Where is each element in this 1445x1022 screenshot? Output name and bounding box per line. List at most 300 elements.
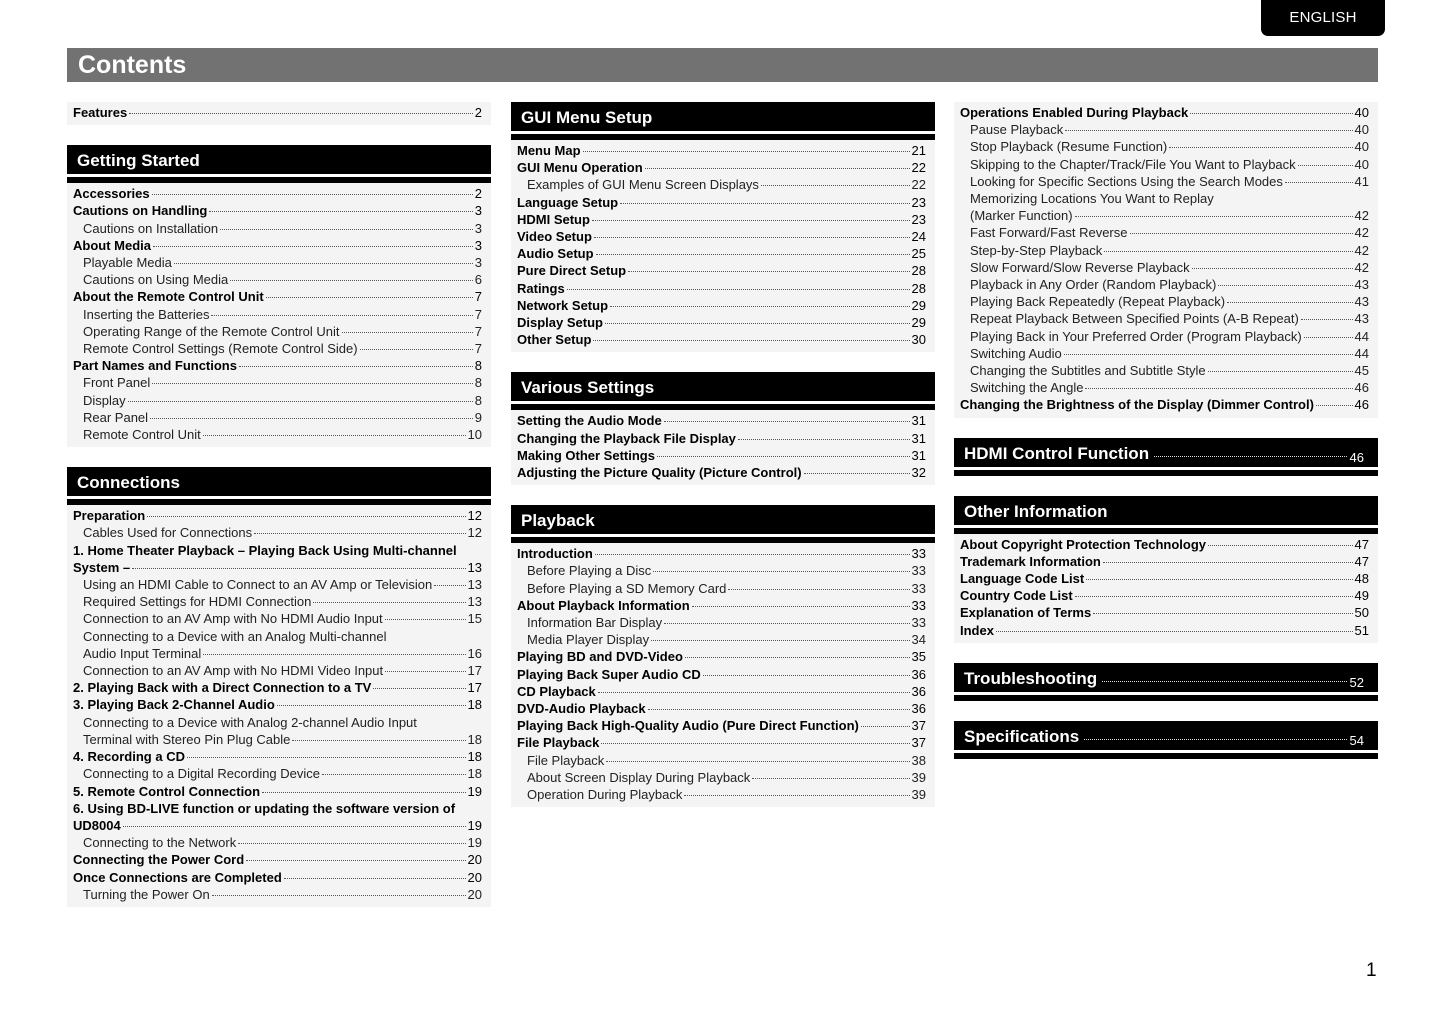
toc-entry[interactable] <box>960 553 1369 570</box>
toc-entry[interactable] <box>73 357 482 374</box>
toc-entry-title: Operation During Playback <box>527 787 683 803</box>
toc-entry[interactable] <box>960 604 1369 621</box>
dot-leader <box>593 340 909 341</box>
dot-leader <box>211 315 472 316</box>
page-ref: 22 <box>911 177 926 193</box>
toc-entry[interactable] <box>517 562 926 579</box>
toc-entry[interactable] <box>517 447 926 464</box>
toc-entry-title: Connecting to a Digital Recording Device <box>83 766 321 782</box>
toc-entry[interactable] <box>73 869 482 886</box>
toc-entry[interactable] <box>517 752 926 769</box>
toc-entry-title: Network Setup <box>517 297 609 313</box>
toc-entry-title: (Marker Function) <box>970 208 1073 224</box>
toc-entry[interactable] <box>517 683 926 700</box>
toc-entry[interactable] <box>960 138 1369 155</box>
toc-entry-title: UD8004 <box>73 817 121 833</box>
language-tab[interactable]: ENGLISH <box>1261 0 1385 36</box>
dot-leader <box>150 418 473 419</box>
page-ref: 44 <box>1354 328 1369 344</box>
dot-leader <box>266 297 473 298</box>
toc-entry[interactable] <box>73 306 482 323</box>
toc-entry-title: Changing the Brightness of the Display (Dimmer Control) <box>960 397 1314 413</box>
toc-entry[interactable] <box>517 648 926 665</box>
page-ref: 18 <box>467 766 482 782</box>
toc-entry[interactable] <box>517 194 926 211</box>
toc-entry-title: Cautions on Using Media <box>83 272 229 288</box>
toc-entry-title: Stop Playback (Resume Function) <box>970 139 1168 155</box>
toc-entry[interactable] <box>73 628 482 645</box>
page-ref: 42 <box>1354 225 1369 241</box>
page-ref: 52 <box>1349 674 1364 690</box>
toc-entry[interactable] <box>73 645 482 662</box>
toc-entry[interactable] <box>517 142 926 159</box>
section-heading-connections[interactable] <box>67 467 491 505</box>
dot-leader <box>738 439 910 440</box>
dot-leader <box>595 554 910 555</box>
toc-entry-title: Trademark Information <box>960 553 1101 569</box>
page-ref: 7 <box>474 341 482 357</box>
toc-list <box>511 410 935 485</box>
page-ref: 2 <box>474 186 482 202</box>
toc-column-1 <box>67 102 491 907</box>
toc-entry[interactable] <box>517 545 926 562</box>
toc-entry-title: Playing Back in Your Preferred Order (Program Playback) <box>970 328 1302 344</box>
dot-leader <box>360 349 473 350</box>
page-ref: 31 <box>911 447 926 463</box>
section-heading-various-settings[interactable] <box>511 372 935 410</box>
toc-entry[interactable] <box>517 769 926 786</box>
page-ref: 3 <box>474 220 482 236</box>
page-ref: 16 <box>467 645 482 661</box>
toc-entry[interactable] <box>73 783 482 800</box>
page-ref: 10 <box>467 427 482 443</box>
toc-entry-title: Connecting to a Device with an Analog Multi-channel <box>83 628 387 644</box>
page-ref: 29 <box>911 297 926 313</box>
section-heading-label: Various Settings <box>521 378 655 398</box>
dot-leader <box>664 421 910 422</box>
dot-leader <box>1085 388 1352 389</box>
dot-leader <box>1285 182 1353 183</box>
toc-entry[interactable] <box>960 224 1369 241</box>
toc-entry-title: Examples of GUI Menu Screen Displays <box>527 177 759 193</box>
section-heading-other-information[interactable] <box>954 496 1378 534</box>
toc-entry[interactable] <box>517 176 926 193</box>
page-ref: 18 <box>467 697 482 713</box>
toc-entry[interactable] <box>517 314 926 331</box>
toc-entry[interactable] <box>73 765 482 782</box>
section-spacer <box>511 485 935 505</box>
page-ref: 31 <box>911 413 926 429</box>
page-ref: 6 <box>474 272 482 288</box>
dot-leader <box>1103 562 1353 563</box>
toc-entry[interactable] <box>960 156 1369 173</box>
section-heading-label: Playback <box>521 511 595 531</box>
dot-leader <box>605 323 910 324</box>
page-ref: 13 <box>467 594 482 610</box>
page-ref: 47 <box>1354 553 1369 569</box>
toc-entry[interactable] <box>73 714 482 731</box>
page-ref: 49 <box>1354 588 1369 604</box>
dot-leader <box>385 619 466 620</box>
toc-entry[interactable] <box>517 211 926 228</box>
dot-leader <box>1130 233 1353 234</box>
page-ref: 37 <box>911 735 926 751</box>
dot-leader <box>1154 456 1346 457</box>
page-ref: 34 <box>911 632 926 648</box>
page-ref: 28 <box>911 263 926 279</box>
toc-entry[interactable] <box>960 536 1369 553</box>
toc-entry-title: Accessories <box>73 186 150 202</box>
page-ref: 22 <box>911 160 926 176</box>
toc-entry-title: Changing the Subtitles and Subtitle Style <box>970 363 1206 379</box>
page-ref: 39 <box>911 787 926 803</box>
toc-entry[interactable] <box>73 731 482 748</box>
page-ref: 30 <box>911 332 926 348</box>
dot-leader <box>1064 354 1353 355</box>
section-heading-label: Getting Started <box>77 151 200 171</box>
toc-entry[interactable] <box>73 559 482 576</box>
page-ref: 19 <box>467 835 482 851</box>
page-ref: 3 <box>474 237 482 253</box>
toc-entry-title: Slow Forward/Slow Reverse Playback <box>970 259 1190 275</box>
toc-entry-title: Rear Panel <box>83 409 149 425</box>
toc-entry-title: Terminal with Stereo Pin Plug Cable <box>83 731 291 747</box>
toc-entry[interactable] <box>517 700 926 717</box>
toc-entry-title: Using an HDMI Cable to Connect to an AV Amp or Television <box>83 577 433 593</box>
toc-entry-title: Connecting to a Device with Analog 2-channel Audio Input <box>83 714 417 730</box>
toc-entry[interactable] <box>960 293 1369 310</box>
page-ref: 25 <box>911 246 926 262</box>
dot-leader <box>1075 596 1353 597</box>
toc-entry[interactable] <box>517 331 926 348</box>
toc-entry[interactable] <box>73 323 482 340</box>
toc-entry[interactable] <box>960 379 1369 396</box>
toc-entry-title: 4. Recording a CD <box>73 749 185 765</box>
toc-entry-title: Connecting the Power Cord <box>73 852 245 868</box>
toc-entry[interactable] <box>960 396 1369 413</box>
toc-entry[interactable] <box>960 104 1369 121</box>
toc-entry-title: Changing the Playback File Display <box>517 430 736 446</box>
toc-entry[interactable] <box>960 242 1369 259</box>
toc-entry[interactable] <box>960 259 1369 276</box>
section-heading-getting-started[interactable] <box>67 145 491 183</box>
dot-leader <box>262 792 465 793</box>
dot-leader <box>313 602 465 603</box>
page-ref: 47 <box>1354 536 1369 552</box>
toc-list <box>511 543 935 807</box>
toc-entry[interactable] <box>517 280 926 297</box>
page-ref: 43 <box>1354 311 1369 327</box>
page-ref: 35 <box>911 649 926 665</box>
toc-entry-title: Playing BD and DVD-Video <box>517 649 683 665</box>
section-heading-label: Troubleshooting <box>964 668 1098 688</box>
dot-leader <box>606 761 909 762</box>
page-ref: 8 <box>474 392 482 408</box>
toc-entry[interactable] <box>960 173 1369 190</box>
dot-leader <box>761 185 910 186</box>
toc-entry[interactable] <box>517 245 926 262</box>
page-ref: 3 <box>474 203 482 219</box>
dot-leader <box>1218 285 1352 286</box>
toc-entry[interactable] <box>73 886 482 903</box>
toc-entry-title: 5. Remote Control Connection <box>73 783 261 799</box>
toc-entry-title: 6. Using BD-LIVE function or updating the software version of <box>73 800 456 816</box>
toc-entry[interactable] <box>73 220 482 237</box>
toc-entry-title: Front Panel <box>83 375 151 391</box>
toc-entry[interactable] <box>73 237 482 254</box>
page-ref: 7 <box>474 289 482 305</box>
section-spacer <box>954 701 1378 721</box>
toc-entry-title: Connection to an AV Amp with No HDMI Video Input <box>83 663 384 679</box>
toc-entry[interactable] <box>73 202 482 219</box>
page-ref: 31 <box>911 430 926 446</box>
toc-entry-title: Repeat Playback Between Specified Points (A-B Repeat) <box>970 311 1299 327</box>
section-spacer <box>954 418 1378 438</box>
toc-entry[interactable] <box>73 524 482 541</box>
page-ref: 36 <box>911 701 926 717</box>
toc-entry-title: File Playback <box>517 735 600 751</box>
toc-entry-title: Looking for Specific Sections Using the Search Modes <box>970 173 1283 189</box>
toc-entry-title: CD Playback <box>517 683 596 699</box>
toc-entry[interactable] <box>960 345 1369 362</box>
toc-entry-title: Other Setup <box>517 332 592 348</box>
page-ref: 18 <box>467 731 482 747</box>
dot-leader <box>703 675 910 676</box>
toc-list <box>511 140 935 352</box>
toc-entry-title: HDMI Setup <box>517 211 590 227</box>
toc-entry[interactable] <box>517 159 926 176</box>
page-ref: 33 <box>911 563 926 579</box>
dot-leader <box>220 229 473 230</box>
toc-entry-title: Turning the Power On <box>83 886 210 902</box>
toc-list <box>67 505 491 907</box>
page-ref: 3 <box>474 255 482 271</box>
page-ref: 7 <box>474 306 482 322</box>
dot-leader <box>203 654 465 655</box>
dot-leader <box>174 263 473 264</box>
toc-entry[interactable] <box>517 631 926 648</box>
toc-list <box>954 102 1378 418</box>
page-ref: 42 <box>1354 208 1369 224</box>
toc-entry-title: Audio Input Terminal <box>83 645 202 661</box>
page-ref: 32 <box>911 465 926 481</box>
dot-leader <box>230 280 473 281</box>
toc-entry-title: Connecting to the Network <box>83 835 237 851</box>
dot-leader <box>610 306 910 307</box>
toc-entry-title: Media Player Display <box>527 632 650 648</box>
toc-entry[interactable] <box>960 328 1369 345</box>
toc-entry[interactable] <box>73 679 482 696</box>
toc-entry-title: Language Setup <box>517 194 619 210</box>
page-ref: 8 <box>474 358 482 374</box>
toc-entry[interactable] <box>517 786 926 803</box>
toc-entry-title: 1. Home Theater Playback – Playing Back Using Multi-channel <box>73 542 457 558</box>
section-spacer <box>67 125 491 145</box>
toc-entry-title: Operations Enabled During Playback <box>960 105 1189 120</box>
toc-entry[interactable] <box>517 580 926 597</box>
section-spacer <box>954 476 1378 496</box>
dot-leader <box>692 606 910 607</box>
toc-entry[interactable] <box>517 430 926 447</box>
toc-entry[interactable] <box>517 262 926 279</box>
section-heading-label: Specifications <box>964 726 1080 746</box>
toc-entry[interactable] <box>73 593 482 610</box>
toc-entry-title: Switching Audio <box>970 345 1062 361</box>
toc-entry[interactable] <box>517 666 926 683</box>
toc-entry[interactable] <box>73 662 482 679</box>
section-heading-label: Connections <box>77 473 180 493</box>
toc-entry[interactable] <box>73 507 482 524</box>
toc-entry[interactable] <box>517 297 926 314</box>
page-ref: 54 <box>1349 732 1364 748</box>
section-heading-hdmi-control-function[interactable] <box>954 438 1378 476</box>
toc-entry-title: Part Names and Functions <box>73 358 237 374</box>
section-heading-label: Other Information <box>964 501 1108 521</box>
toc-entry-title: About Copyright Protection Technology <box>960 536 1207 552</box>
toc-entry[interactable] <box>73 748 482 765</box>
toc-entry[interactable] <box>960 310 1369 327</box>
toc-entry[interactable] <box>960 276 1369 293</box>
toc-entry-title: Making Other Settings <box>517 447 655 463</box>
page-ref: 38 <box>911 752 926 768</box>
toc-entry-title: DVD-Audio Playback <box>517 701 646 717</box>
page-ref: 20 <box>467 852 482 868</box>
dot-leader <box>1102 681 1346 682</box>
toc-entry-title: 2. Playing Back with a Direct Connection to a TV <box>73 680 372 696</box>
toc-entry[interactable] <box>517 717 926 734</box>
dot-leader <box>1208 371 1353 372</box>
dot-leader <box>152 194 473 195</box>
page-ref: 24 <box>911 229 926 245</box>
dot-leader <box>653 571 909 572</box>
toc-entry-title: Menu Map <box>517 143 581 158</box>
toc-entry-title: Fast Forward/Fast Reverse <box>970 225 1128 241</box>
toc-entry[interactable] <box>960 570 1369 587</box>
toc-entry[interactable] <box>73 254 482 271</box>
toc-entry[interactable] <box>73 576 482 593</box>
toc-entry[interactable] <box>517 228 926 245</box>
dot-leader <box>254 533 465 534</box>
dot-leader <box>651 640 909 641</box>
toc-entry[interactable] <box>517 614 926 631</box>
toc-entry[interactable] <box>960 622 1369 639</box>
toc-entry[interactable] <box>960 190 1369 207</box>
section-spacer <box>511 352 935 372</box>
toc-entry[interactable] <box>73 610 482 627</box>
toc-entry[interactable] <box>960 121 1369 138</box>
dot-leader <box>284 878 466 879</box>
toc-entry-title: Step-by-Step Playback <box>970 242 1103 258</box>
page-ref: 37 <box>911 718 926 734</box>
page-ref: 19 <box>467 817 482 833</box>
dot-leader <box>238 843 465 844</box>
toc-entry[interactable] <box>73 392 482 409</box>
section-heading-troubleshooting[interactable] <box>954 663 1378 701</box>
dot-leader <box>657 456 910 457</box>
section-spacer <box>954 643 1378 663</box>
toc-entry[interactable] <box>73 185 482 202</box>
toc-entry[interactable] <box>517 597 926 614</box>
page-ref: 39 <box>911 769 926 785</box>
toc-entry-title: Pure Direct Setup <box>517 263 627 279</box>
dot-leader <box>153 246 473 247</box>
toc-entry-title: About Playback Information <box>517 597 690 613</box>
page-ref: 43 <box>1354 277 1369 293</box>
page-title: Contents <box>67 48 1378 82</box>
toc-entry[interactable] <box>73 542 482 559</box>
toc-entry[interactable] <box>960 362 1369 379</box>
section-heading-playback[interactable] <box>511 505 935 543</box>
toc-entry-title: Playing Back High-Quality Audio (Pure Direct Function) <box>517 718 859 734</box>
page-number: 1 <box>1366 960 1377 981</box>
dot-leader <box>123 826 466 827</box>
toc-entry-title: Preparation <box>73 508 146 524</box>
toc-entry[interactable] <box>73 288 482 305</box>
toc-entry[interactable] <box>73 817 482 834</box>
dot-leader <box>1093 613 1352 614</box>
toc-entry[interactable] <box>73 374 482 391</box>
dot-leader <box>685 657 910 658</box>
dot-leader <box>434 585 465 586</box>
page-ref: 12 <box>467 508 482 524</box>
section-heading-gui-menu-setup[interactable] <box>511 102 935 140</box>
dot-leader <box>583 151 910 152</box>
page-ref: 50 <box>1354 605 1369 621</box>
page-ref: 46 <box>1354 380 1369 396</box>
dot-leader <box>996 631 1353 632</box>
section-heading-specifications[interactable] <box>954 721 1378 759</box>
dot-leader <box>1227 302 1352 303</box>
toc-entry-title: Before Playing a SD Memory Card <box>527 580 727 596</box>
toc-entry-title: Playback in Any Order (Random Playback) <box>970 277 1217 293</box>
toc-entry[interactable] <box>960 587 1369 604</box>
page-ref: 51 <box>1354 622 1369 638</box>
page-ref: 33 <box>911 580 926 596</box>
toc-entry[interactable] <box>73 409 482 426</box>
toc-entry[interactable] <box>517 464 926 481</box>
page-ref: 19 <box>467 783 482 799</box>
toc-entry[interactable] <box>73 340 482 357</box>
dot-leader <box>1301 319 1353 320</box>
page-ref: 43 <box>1354 294 1369 310</box>
toc-entry-title: About Media <box>73 237 151 253</box>
toc-entry[interactable] <box>73 696 482 713</box>
toc-entry[interactable] <box>960 207 1369 224</box>
toc-entry-title: Connection to an AV Amp with No HDMI Audio Input <box>83 611 383 627</box>
toc-entry-title: Setting the Audio Mode <box>517 413 662 429</box>
page-ref: 40 <box>1354 105 1369 120</box>
toc-entry[interactable] <box>73 851 482 868</box>
page-ref: 41 <box>1354 173 1369 189</box>
toc-entry[interactable] <box>73 426 482 443</box>
toc-entry-title: Display <box>83 392 126 408</box>
toc-entry[interactable] <box>73 834 482 851</box>
toc-entry[interactable] <box>73 800 482 817</box>
toc-entry-title: Cautions on Handling <box>73 203 208 219</box>
toc-entry[interactable] <box>73 104 482 121</box>
toc-entry[interactable] <box>517 412 926 429</box>
toc-entry-title: Information Bar Display <box>527 615 663 631</box>
dot-leader <box>601 743 909 744</box>
page-ref: 17 <box>467 680 482 696</box>
toc-entry[interactable] <box>73 271 482 288</box>
toc-column-2 <box>511 102 935 807</box>
toc-entry-title: Once Connections are Completed <box>73 869 282 885</box>
page-ref: 45 <box>1354 363 1369 379</box>
toc-entry[interactable] <box>517 734 926 751</box>
toc-entry-title: Introduction <box>517 546 593 562</box>
page-ref: 18 <box>467 749 482 765</box>
